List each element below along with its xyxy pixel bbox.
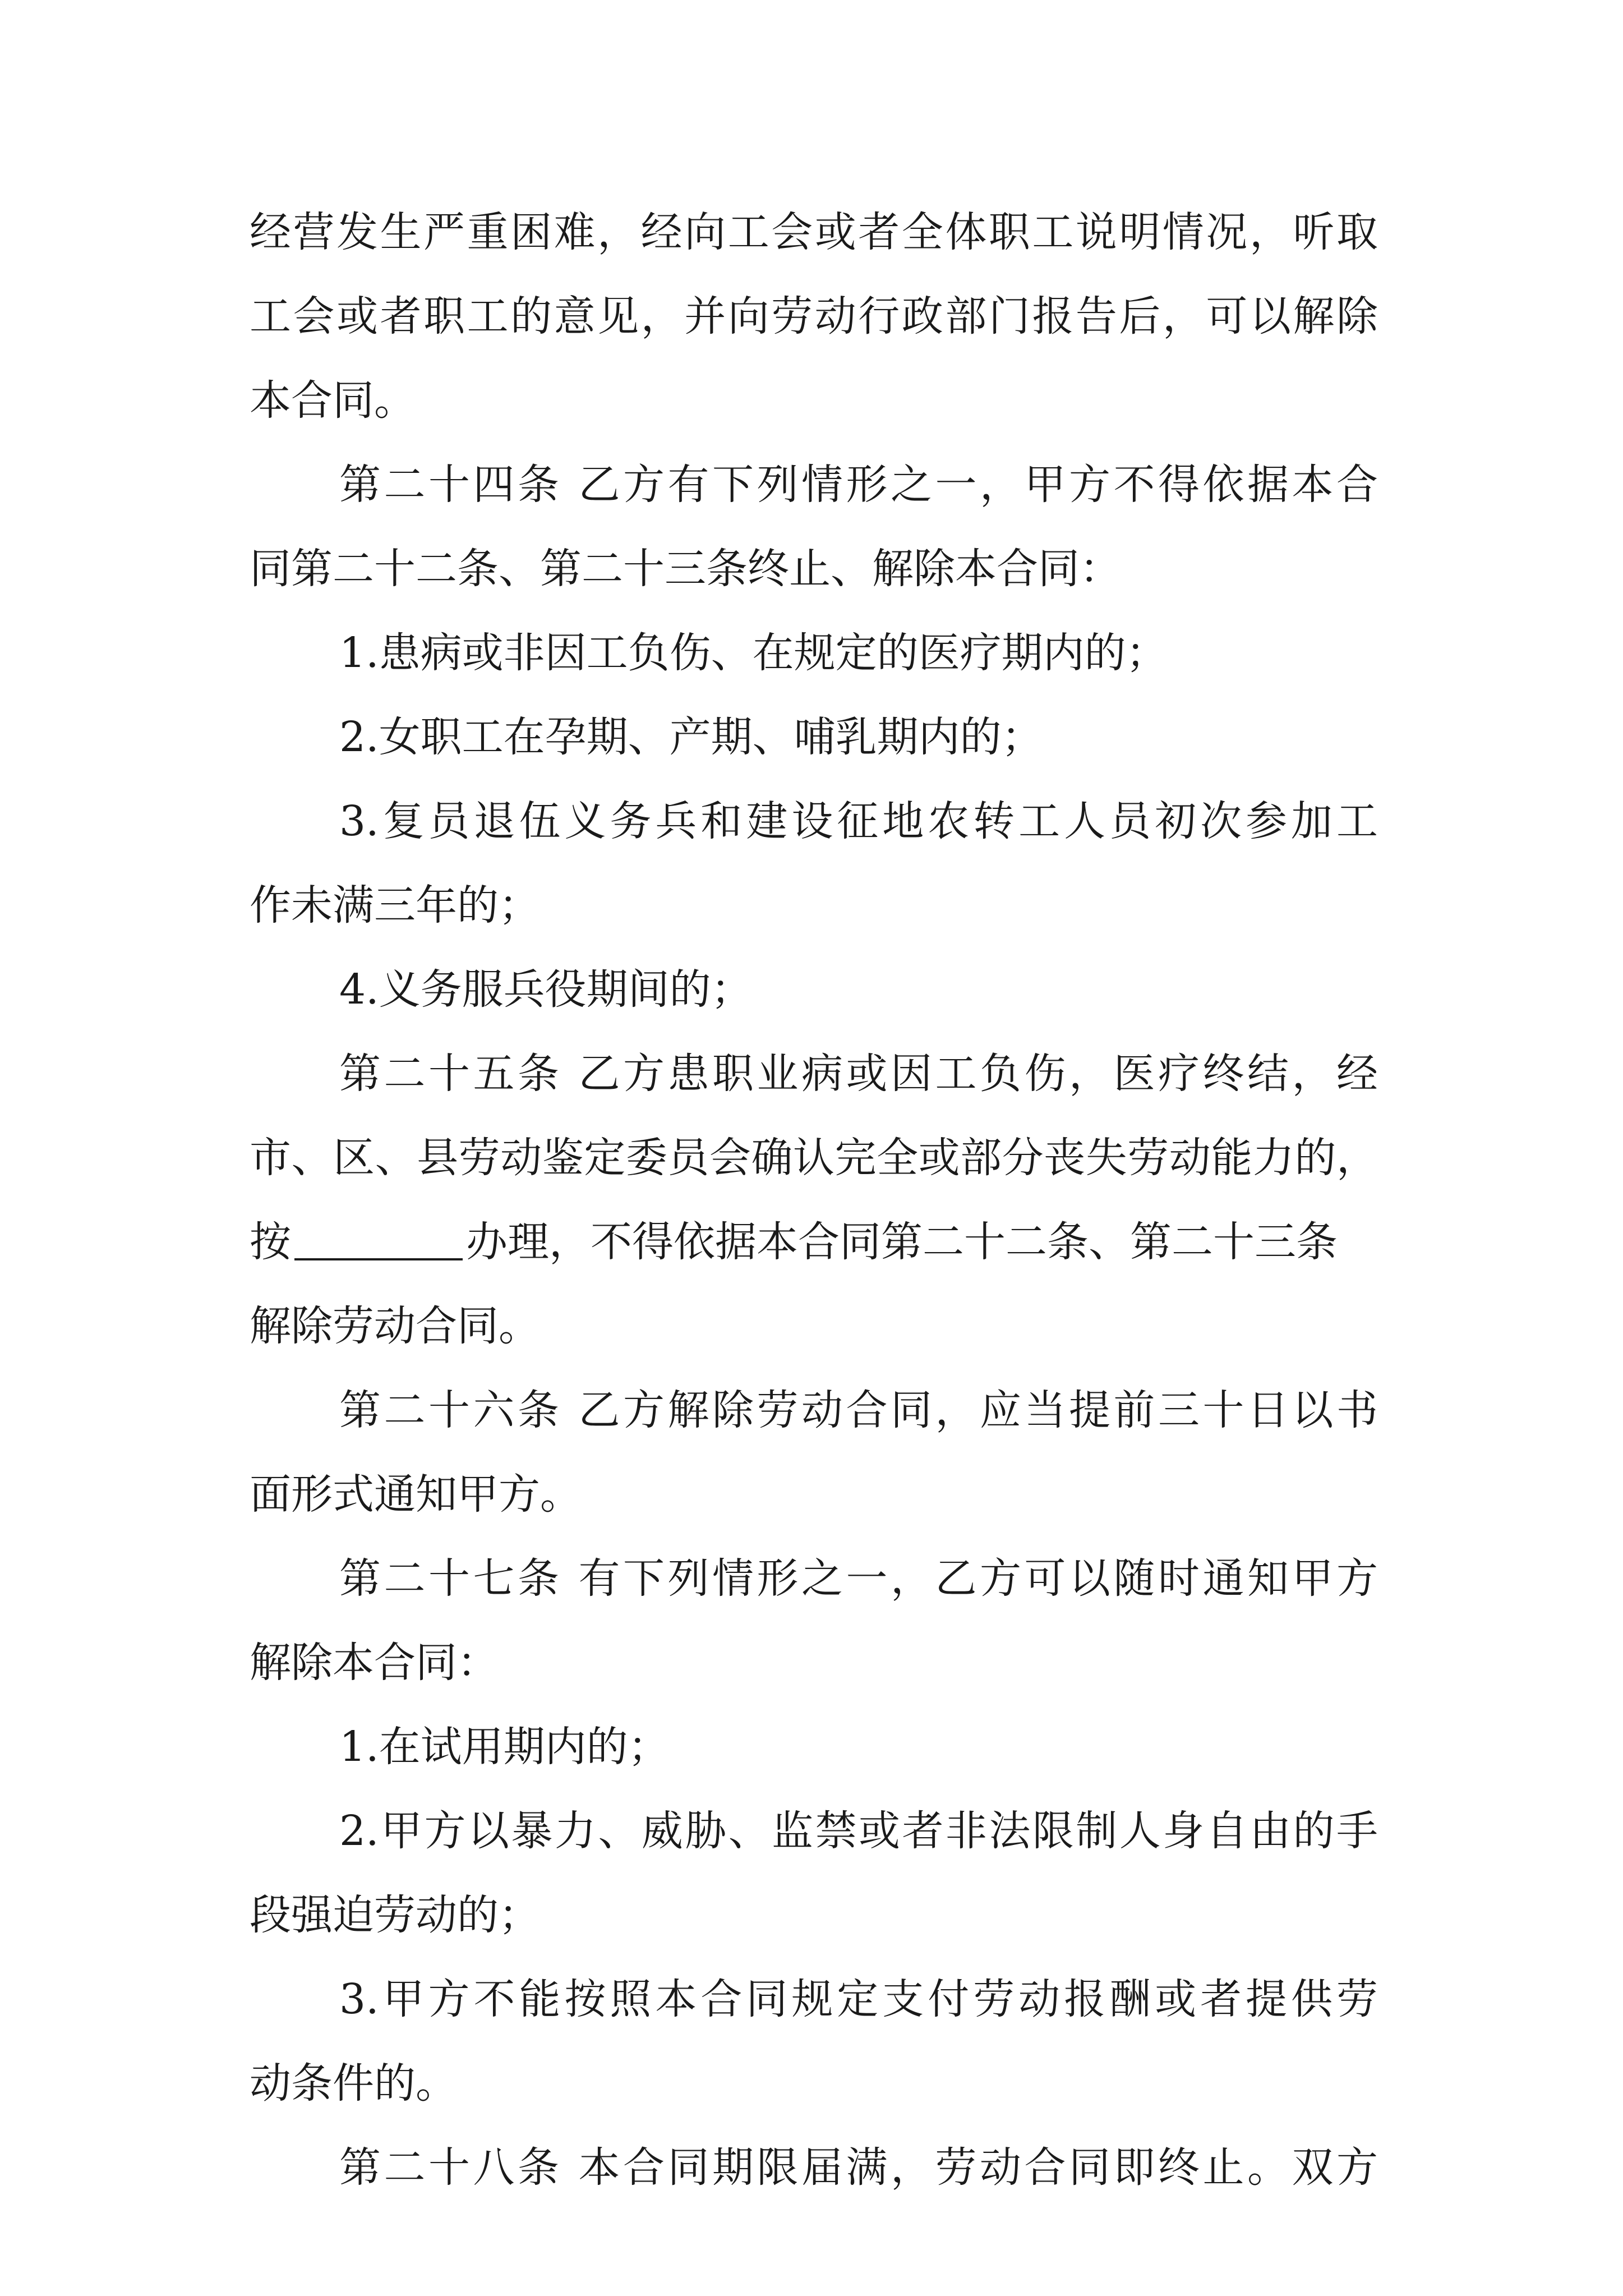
text-segment: 办理，不得依据本合同第二十二条、第二十三条 — [466, 1218, 1338, 1266]
paragraph-line: 面形式通知甲方。 — [250, 1470, 582, 1519]
paragraph-line: 市、区、县劳动鉴定委员会确认完全或部分丧失劳动能力的， — [250, 1134, 1378, 1182]
paragraph-line: 动条件的。 — [250, 2059, 457, 2108]
list-item: 1.患病或非因工负伤、在规定的医疗期内的； — [339, 629, 1168, 677]
list-item: 4.义务服兵役期间的； — [339, 965, 753, 1014]
article-26-heading-line: 第二十六条 乙方解除劳动合同，应当提前三十日以书 — [339, 1386, 1378, 1434]
paragraph-line: 段强迫劳动的； — [250, 1891, 540, 1939]
list-item: 2.甲方以暴力、威胁、监禁或者非法限制人身自由的手 — [339, 1807, 1378, 1855]
list-item: 3.甲方不能按照本合同规定支付劳动报酬或者提供劳 — [339, 1975, 1378, 2023]
paragraph-line: 解除劳动合同。 — [250, 1302, 540, 1350]
article-25-heading-line: 第二十五条 乙方患职业病或因工负伤，医疗终结，经 — [339, 1050, 1378, 1098]
paragraph-line: 同第二十二条、第二十三条终止、解除本合同： — [250, 545, 1121, 593]
paragraph-line: 解除本合同： — [250, 1639, 499, 1687]
paragraph-line-with-blank — [250, 1214, 1338, 1270]
paragraph-line: 本合同。 — [250, 376, 416, 425]
article-28-heading-line: 第二十八条 本合同期限届满，劳动合同即终止。双方 — [339, 2143, 1378, 2192]
article-24-heading-line: 第二十四条 乙方有下列情形之一，甲方不得依据本合 — [339, 461, 1378, 509]
paragraph-line: 作未满三年的； — [250, 881, 540, 930]
article-27-heading-line: 第二十七条 有下列情形之一，乙方可以随时通知甲方 — [339, 1554, 1378, 1603]
list-item: 1.在试用期内的； — [339, 1723, 670, 1771]
list-item: 3.复员退伍义务兵和建设征地农转工人员初次参加工 — [339, 797, 1378, 845]
fill-in-blank — [294, 1219, 463, 1260]
paragraph-line: 经营发生严重困难，经向工会或者全体职工说明情况，听取 — [250, 208, 1378, 256]
text-segment: 按 — [250, 1218, 291, 1266]
list-item: 2.女职工在孕期、产期、哺乳期内的； — [339, 713, 1043, 761]
paragraph-line: 工会或者职工的意见，并向劳动行政部门报告后，可以解除 — [250, 292, 1378, 341]
